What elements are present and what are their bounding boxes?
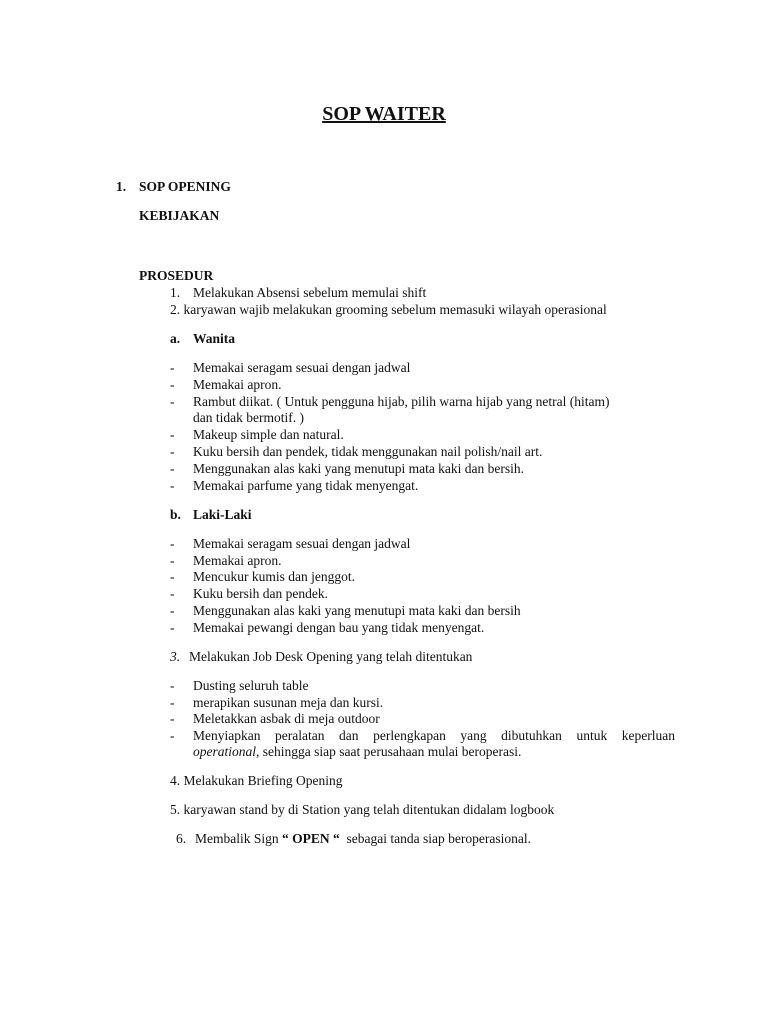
list-item: Memakai apron.: [193, 553, 282, 568]
kebijakan-heading: KEBIJAKAN: [139, 208, 220, 223]
list-dash: -: [170, 603, 175, 618]
list-dash: -: [170, 553, 175, 568]
continuation-text: , sehingga siap saat perusahaan mulai beroperasi.: [256, 744, 522, 759]
list-item: Makeup simple dan natural.: [193, 427, 344, 442]
wanita-title: Wanita: [193, 331, 236, 346]
list-item: Kuku bersih dan pendek, tidak menggunakan nail polish/nail art.: [193, 444, 543, 459]
list-dash: -: [170, 728, 175, 743]
list-dash: -: [170, 678, 175, 693]
list-item-continuation: [193, 744, 521, 761]
document-title: SOP WAITER: [322, 103, 446, 125]
step-6-post: sebagai tanda siap beroperasional.: [346, 831, 531, 846]
list-item-continuation: dan tidak bermotif. ): [193, 410, 304, 425]
italic-term: operational: [193, 744, 256, 759]
list-dash: -: [170, 536, 175, 551]
step-1-text: Melakukan Absensi sebelum memulai shift: [193, 285, 427, 300]
section-title: SOP OPENING: [139, 179, 231, 194]
step-5-text: 5. karyawan stand by di Station yang telah ditentukan didalam logbook: [170, 802, 555, 817]
list-dash: -: [170, 394, 175, 409]
list-dash: -: [170, 360, 175, 375]
step-4-text: 4. Melakukan Briefing Opening: [170, 773, 343, 788]
list-dash: -: [170, 695, 175, 710]
step-6-number: 6.: [176, 831, 187, 846]
step-1-number: 1.: [170, 285, 181, 300]
list-dash: -: [170, 711, 175, 726]
prosedur-heading: PROSEDUR: [139, 268, 214, 283]
list-item: Meletakkan asbak di meja outdoor: [193, 711, 380, 726]
list-item: Memakai pewangi dengan bau yang tidak menyengat.: [193, 620, 485, 635]
list-dash: -: [170, 427, 175, 442]
list-dash: -: [170, 620, 175, 635]
wanita-label: a.: [170, 331, 181, 346]
list-item: Mencukur kumis dan jenggot.: [193, 569, 355, 584]
laki-title: Laki-Laki: [193, 507, 252, 522]
list-dash: -: [170, 586, 175, 601]
list-item: Menggunakan alas kaki yang menutupi mata kaki dan bersih: [193, 603, 521, 618]
list-item: Memakai seragam sesuai dengan jadwal: [193, 536, 411, 551]
step-3-text: Melakukan Job Desk Opening yang telah ditentukan: [189, 649, 473, 664]
step-6-line: [195, 831, 531, 848]
list-item: Dusting seluruh table: [193, 678, 309, 693]
laki-label: b.: [170, 507, 181, 522]
list-item: Menggunakan alas kaki yang menutupi mata kaki dan bersih.: [193, 461, 525, 476]
list-item: Menyiapkan peralatan dan perlengkapan yang dibutuhkan untuk keperluan: [193, 728, 675, 743]
open-sign-text: “ OPEN “: [282, 831, 340, 846]
list-dash: -: [170, 569, 175, 584]
section-number: 1.: [116, 179, 127, 194]
list-dash: -: [170, 377, 175, 392]
step-6-pre: Membalik Sign: [195, 831, 279, 846]
list-item: Rambut diikat. ( Untuk pengguna hijab, pilih warna hijab yang netral (hitam): [193, 394, 610, 409]
step-2-text: 2. karyawan wajib melakukan grooming sebelum memasuki wilayah operasional: [170, 302, 607, 317]
list-item: merapikan susunan meja dan kursi.: [193, 695, 384, 710]
list-item: Memakai parfume yang tidak menyengat.: [193, 478, 419, 493]
list-dash: -: [170, 461, 175, 476]
list-item: Memakai seragam sesuai dengan jadwal: [193, 360, 411, 375]
list-dash: -: [170, 478, 175, 493]
step-3-number: 3.: [170, 649, 181, 664]
list-item: Kuku bersih dan pendek.: [193, 586, 328, 601]
list-dash: -: [170, 444, 175, 459]
list-item: Memakai apron.: [193, 377, 282, 392]
